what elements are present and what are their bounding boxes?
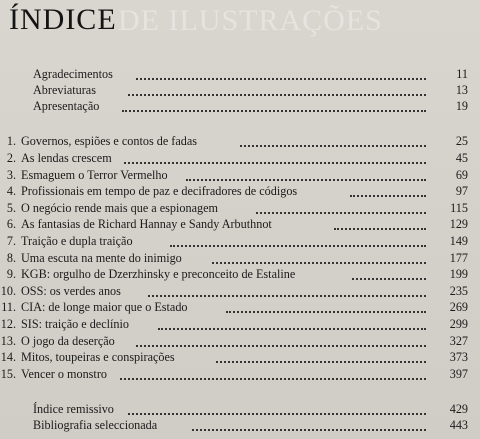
chapter-title: OSS: os verdes anos (21, 284, 121, 298)
chapter-number: 5. (6, 201, 16, 215)
toc-chapter-1 (0, 133, 480, 149)
chapter-title: Profissionais em tempo de paz e decifradores de códigos (21, 184, 298, 198)
dot-leader (158, 326, 426, 330)
entry-label: Abreviaturas (33, 83, 96, 97)
toc-chapter-9 (0, 266, 480, 282)
chapter-number: 13. (0, 334, 16, 348)
chapter-title: As fantasias de Richard Hannay e Sandy Arbuthnot (21, 217, 272, 231)
toc-chapter-7 (0, 233, 480, 249)
chapter-title: KGB: orgulho de Dzerzhinsky e preconceito de Estaline (21, 267, 296, 281)
toc-chapter-4 (0, 183, 480, 199)
chapter-page: 269 (449, 300, 468, 314)
chapter-title: O negócio rende mais que a espionagem (21, 201, 218, 215)
chapter-page: 373 (449, 350, 468, 364)
toc-chapter-14 (0, 349, 480, 365)
chapter-page: 177 (449, 251, 468, 265)
dot-leader (352, 276, 426, 280)
chapter-number: 8. (6, 251, 16, 265)
dot-leader (212, 260, 426, 264)
chapter-number: 4. (6, 184, 16, 198)
entry-page: 13 (455, 83, 468, 97)
dot-leader (226, 309, 426, 313)
chapter-title: Vencer o monstro (21, 367, 107, 381)
toc-entry-back-2 (0, 417, 480, 433)
entry-page: 429 (449, 402, 468, 416)
toc-chapter-10 (0, 283, 480, 299)
chapter-page: 25 (455, 134, 468, 148)
chapter-number: 7. (6, 234, 16, 248)
toc-chapter-8 (0, 250, 480, 266)
toc-chapter-15 (0, 366, 480, 382)
toc-chapter-11 (0, 299, 480, 315)
toc-entry-front-2 (0, 82, 480, 98)
chapter-page: 299 (449, 317, 468, 331)
dot-leader (136, 76, 426, 80)
toc-chapter-6 (0, 216, 480, 232)
dot-leader (148, 293, 426, 297)
chapter-title: O jogo da deserção (21, 334, 115, 348)
entry-page: 19 (455, 99, 468, 113)
show-through-title: DE ILUSTRAÇÕES (118, 4, 383, 37)
chapter-number: 11. (1, 300, 16, 314)
chapter-page: 69 (455, 168, 468, 182)
dot-leader (216, 359, 426, 363)
chapter-title: Uma escuta na mente do inimigo (21, 251, 182, 265)
chapter-title: Governos, espiões e contos de fadas (21, 134, 197, 148)
toc-entry-front-3 (0, 98, 480, 114)
dot-leader (334, 226, 426, 230)
chapter-number: 6. (6, 217, 16, 231)
chapter-page: 129 (449, 217, 468, 231)
page-title: ÍNDICE (9, 3, 117, 36)
chapter-title: As lendas crescem (21, 151, 112, 165)
toc-chapter-3 (0, 167, 480, 183)
dot-leader (124, 160, 426, 164)
chapter-page: 115 (450, 201, 468, 215)
chapter-number: 9. (6, 267, 16, 281)
chapter-page: 397 (449, 367, 468, 381)
chapter-number: 15. (0, 367, 16, 381)
entry-page: 443 (449, 418, 468, 432)
chapter-number: 3. (6, 168, 16, 182)
dot-leader (256, 210, 426, 214)
toc-chapter-2 (0, 150, 480, 166)
dot-leader (122, 108, 426, 112)
entry-label: Bibliografia seleccionada (33, 418, 158, 432)
dot-leader (350, 193, 426, 197)
entry-label: Agradecimentos (33, 67, 113, 81)
dot-leader (170, 243, 426, 247)
chapter-page: 45 (455, 151, 468, 165)
toc-chapter-13 (0, 333, 480, 349)
chapter-page: 97 (455, 184, 468, 198)
chapter-title: SIS: traição e declínio (21, 317, 129, 331)
dot-leader (120, 376, 426, 380)
chapter-title: Traição e dupla traição (21, 234, 133, 248)
toc-chapter-5 (0, 200, 480, 216)
chapter-number: 14. (0, 350, 16, 364)
toc-entry-back-1 (0, 401, 480, 417)
chapter-number: 10. (0, 284, 16, 298)
chapter-title: Mitos, toupeiras e conspirações (21, 350, 175, 364)
dot-leader (192, 427, 426, 431)
chapter-page: 235 (449, 284, 468, 298)
chapter-number: 2. (6, 151, 16, 165)
entry-label: Índice remissivo (33, 402, 114, 416)
dot-leader (128, 411, 426, 415)
dot-leader (186, 177, 426, 181)
chapter-page: 327 (449, 334, 468, 348)
toc-chapter-12 (0, 316, 480, 332)
dot-leader (136, 343, 426, 347)
entry-page: 11 (456, 67, 468, 81)
chapter-page: 199 (449, 267, 468, 281)
chapter-page: 149 (449, 234, 468, 248)
chapter-number: 12. (0, 317, 16, 331)
chapter-number: 1. (6, 134, 16, 148)
entry-label: Apresentação (33, 99, 100, 113)
chapter-title: CIA: de longe maior que o Estado (21, 300, 188, 314)
toc-entry-front-1 (0, 66, 480, 82)
dot-leader (128, 92, 426, 96)
chapter-title: Esmaguem o Terror Vermelho (21, 168, 168, 182)
dot-leader (240, 143, 426, 147)
